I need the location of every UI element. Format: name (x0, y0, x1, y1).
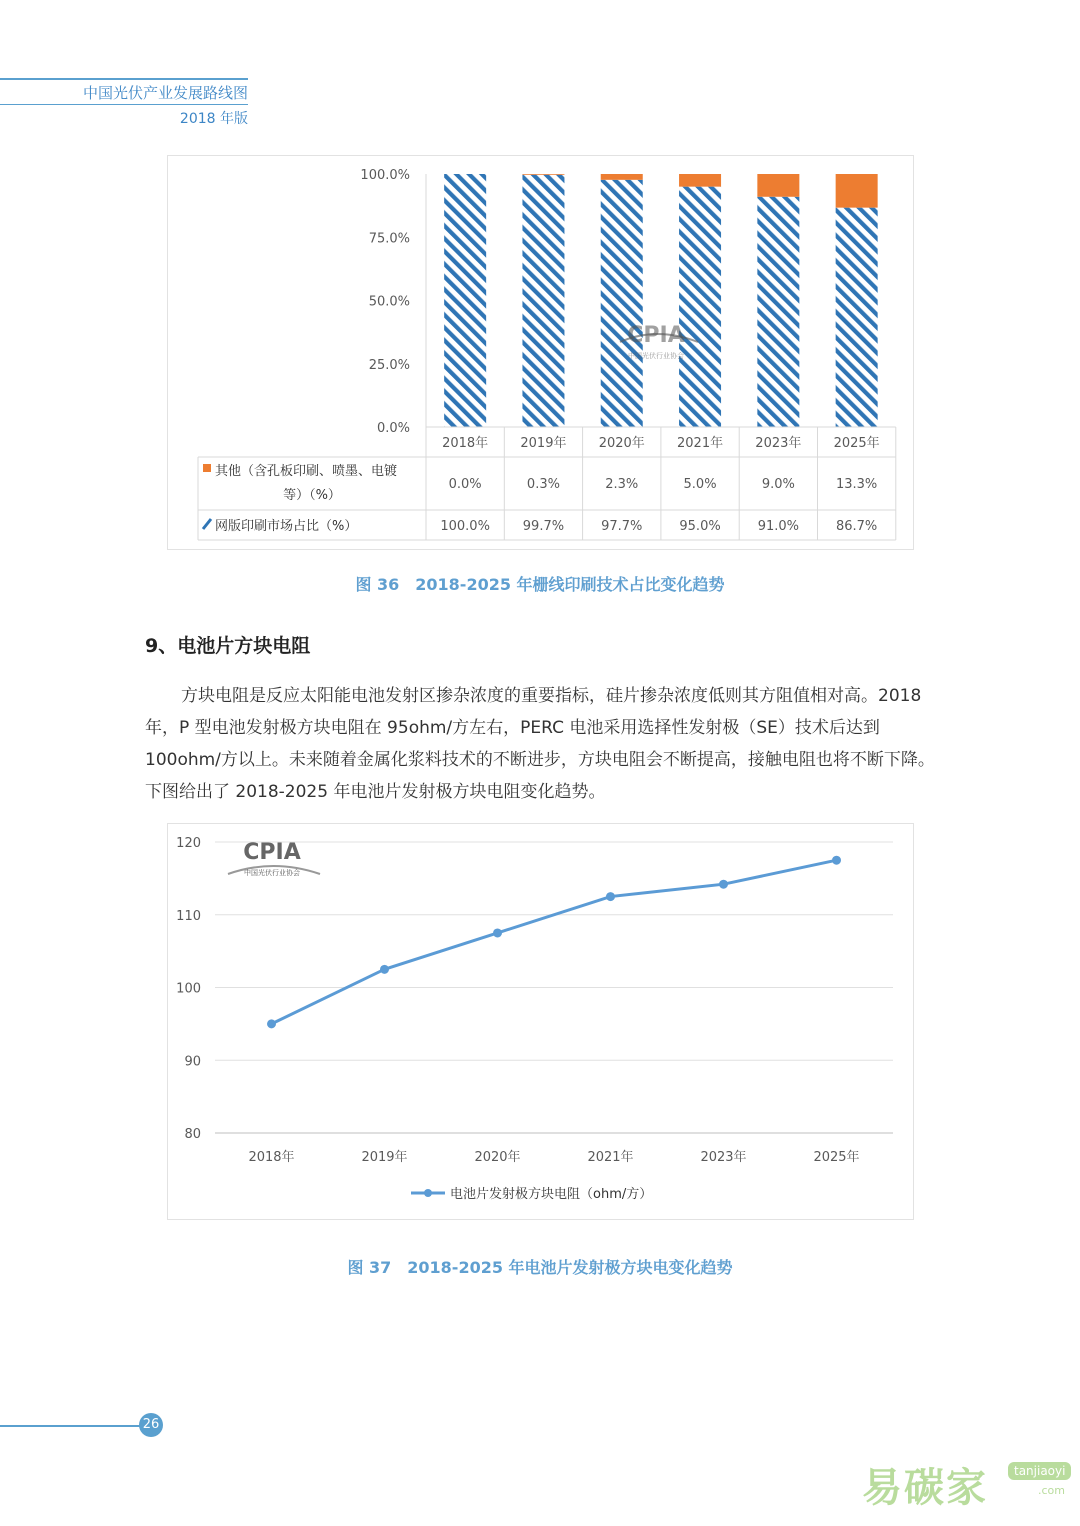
bar-screen-printing (836, 208, 878, 427)
figure-37-caption: 图 37 2018-2025 年电池片发射极方块电变化趋势 (347, 1258, 733, 1277)
legend-swatch-screen (203, 519, 211, 529)
y-tick-label: 25.0% (368, 357, 410, 373)
x-category-label: 2020年 (598, 436, 645, 451)
chart-37-svg (168, 824, 913, 1219)
y-tick-label: 80 (184, 1127, 201, 1142)
x-category-label: 2025年 (813, 1150, 860, 1165)
x-category-label: 2021年 (677, 436, 724, 451)
legend-marker (424, 1189, 432, 1197)
section-paragraph: 方块电阻是反应太阳能电池发射区掺杂浓度的重要指标，硅片掺杂浓度低则其方阻值相对高。2018 年，P 型电池发射极方块电阻在 95ohm/方左右，PERC 电池采用选择性发射极（SE）技术后达到 100ohm/方以上。未来随着金属化浆料技术的不断进步，方块电阻会不断提高，接触电阻也将不断下降。下图给出了 2018-2025 年电池片发射极方块电阻变化趋势。 (145, 686, 935, 802)
x-category-label: 2025年 (833, 436, 880, 451)
series-line (272, 860, 837, 1024)
y-tick-label: 120 (176, 836, 201, 851)
y-tick-label: 75.0% (368, 231, 410, 247)
cpia-logo-text: CPIA (627, 323, 685, 348)
table-cell-other: 9.0% (761, 477, 795, 492)
table-cell-screen: 97.7% (601, 519, 643, 534)
bar-other (679, 174, 721, 187)
data-point (719, 880, 728, 889)
y-tick-label: 100.0% (360, 168, 410, 183)
data-point (380, 965, 389, 974)
bar-other (601, 174, 643, 180)
section-title: 9、电池片方块电阻 (145, 635, 311, 657)
watermark-cn: 易碳家 (862, 1465, 988, 1511)
row-label-other: 其他（含孔板印刷、喷墨、电镀 (215, 464, 398, 479)
bar-screen-printing (757, 197, 799, 427)
x-category-label: 2019年 (520, 436, 567, 451)
table-cell-other: 0.3% (526, 477, 560, 492)
chart-36-svg (168, 156, 913, 549)
table-cell-other: 0.0% (448, 477, 482, 492)
header-rule (0, 78, 248, 80)
x-category-label: 2021年 (587, 1150, 634, 1165)
legend-label: 电池片发射极方块电阻（ohm/方） (450, 1187, 653, 1202)
table-cell-screen: 91.0% (757, 519, 800, 534)
x-category-label: 2023年 (755, 436, 802, 451)
table-cell-screen: 86.7% (835, 519, 878, 534)
cpia-logo (228, 840, 320, 877)
cpia-logo-subtext: 中国光伏行业协会 (628, 352, 684, 360)
x-category-label: 2023年 (700, 1150, 747, 1165)
x-category-label: 2018年 (248, 1150, 295, 1165)
chart-36-panel (167, 155, 914, 550)
y-tick-label: 110 (176, 908, 201, 924)
table-cell-other: 13.3% (835, 477, 878, 492)
data-point (606, 892, 615, 901)
watermark-en: tanjiaoyi (1008, 1462, 1071, 1480)
y-tick-label: 100 (176, 981, 201, 997)
header-title: 中国光伏产业发展路线图 (82, 84, 248, 102)
bar-screen-printing (522, 175, 564, 427)
watermark-domain: .com (1038, 1484, 1065, 1497)
row-label-other-line2: 等）（%） (283, 488, 341, 503)
cpia-logo-text: CPIA (243, 840, 301, 865)
x-category-label: 2020年 (474, 1150, 521, 1165)
legend-swatch-other (203, 464, 211, 472)
x-category-label: 2018年 (442, 436, 489, 451)
bar-screen-printing (679, 187, 721, 427)
chart-37-panel (167, 823, 914, 1220)
table-cell-screen: 100.0% (440, 519, 490, 534)
x-category-label: 2019年 (361, 1150, 408, 1165)
table-cell-screen: 99.7% (522, 519, 565, 534)
figure-36-caption: 图 36 2018-2025 年栅线印刷技术占比变化趋势 (355, 575, 725, 594)
data-point (267, 1019, 276, 1028)
watermark-logo (862, 1452, 1072, 1512)
y-tick-label: 0.0% (376, 421, 410, 436)
row-label-screen: 网版印刷市场占比（%） (215, 519, 358, 534)
header-rule-lower (0, 104, 248, 105)
data-point (832, 856, 841, 865)
table-cell-other: 2.3% (605, 477, 639, 492)
bar-screen-printing (601, 180, 643, 427)
footer-rule (0, 1425, 140, 1427)
y-tick-label: 90 (184, 1054, 201, 1070)
cpia-logo-subtext: 中国光伏行业协会 (244, 869, 300, 877)
header-edition: 2018 年版 (179, 111, 248, 127)
data-point (493, 928, 502, 937)
y-tick-label: 50.0% (368, 294, 410, 310)
bar-other (836, 174, 878, 208)
bar-other (757, 174, 799, 197)
bar-screen-printing (444, 174, 486, 427)
page-number: 26 (139, 1413, 163, 1437)
table-cell-screen: 95.0% (679, 519, 721, 534)
table-cell-other: 5.0% (683, 477, 717, 492)
bar-other (522, 174, 564, 175)
